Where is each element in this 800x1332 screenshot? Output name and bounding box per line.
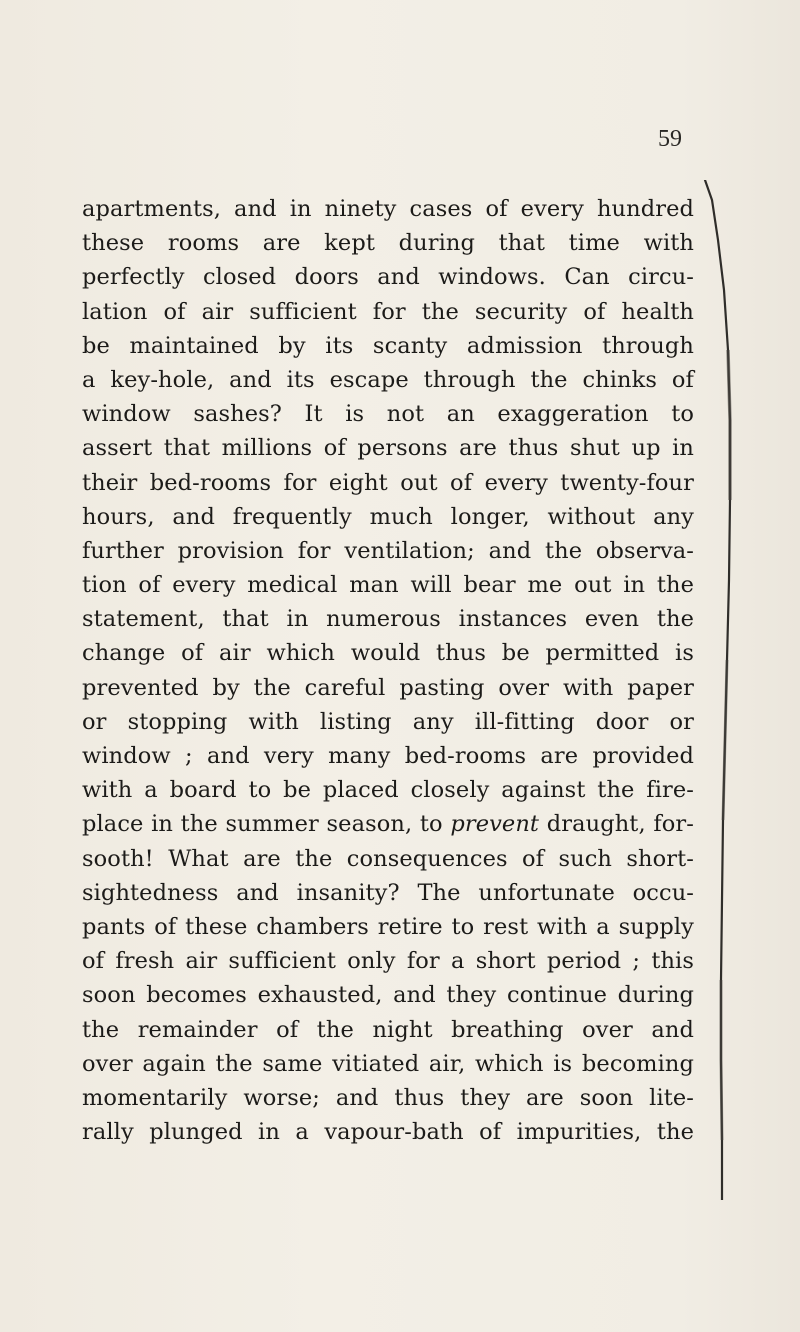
text-line-with-emphasis <box>82 807 694 841</box>
text-line: rally plunged in a vapour-bath of impurities, the <box>82 1119 694 1146</box>
emphasized-word: prevent <box>450 811 540 838</box>
text-line: pants of these chambers retire to rest with a supply <box>82 913 694 940</box>
text-line: sightedness and insanity? The unfortunate occu- <box>82 879 694 906</box>
text-line: these rooms are kept during that time with <box>82 230 694 257</box>
body-text <box>82 192 694 1149</box>
text-line: perfectly closed doors and windows. Can circu- <box>82 264 694 291</box>
text-line: soon becomes exhausted, and they continue during <box>82 982 694 1009</box>
text-line: statement, that in numerous instances even the <box>82 606 694 633</box>
text-line: hours, and frequently much longer, without any <box>82 503 694 530</box>
text-line: of fresh air sufficient only for a short period ; this <box>82 948 694 975</box>
text-line: sooth! What are the consequences of such short- <box>82 845 694 872</box>
text-line: tion of every medical man will bear me out in the <box>82 572 694 599</box>
text-line: change of air which would thus be permitted is <box>82 640 694 667</box>
text-line: further provision for ventilation; and the observa- <box>82 537 694 564</box>
text-line: lation of air sufficient for the security of health <box>82 298 694 325</box>
text-line: the remainder of the night breathing over and <box>82 1016 694 1043</box>
line-segment: draught, for- <box>539 811 694 838</box>
page-edge-shadow <box>700 180 760 1200</box>
text-line: with a board to be placed closely against the fire- <box>82 777 694 804</box>
text-line: or stopping with listing any ill-fitting door or <box>82 708 694 735</box>
text-line: over again the same vitiated air, which is becoming <box>82 1050 694 1077</box>
text-line: their bed-rooms for eight out of every twenty-four <box>82 469 694 496</box>
text-line: apartments, and in ninety cases of every hundred <box>82 196 694 222</box>
text-line: window ; and very many bed-rooms are provided <box>82 743 694 769</box>
line-segment: place in the summer season, to <box>82 811 451 838</box>
text-line: be maintained by its scanty admission through <box>82 332 694 359</box>
text-line: momentarily worse; and thus they are soon lite- <box>82 1084 694 1111</box>
text-line: prevented by the careful pasting over with paper <box>82 674 694 701</box>
page-number: 59 <box>658 126 682 152</box>
text-line: a key-hole, and its escape through the chinks of <box>82 366 694 393</box>
text-line: assert that millions of persons are thus shut up in <box>82 435 694 462</box>
text-line: window sashes? It is not an exaggeration to <box>82 401 694 428</box>
